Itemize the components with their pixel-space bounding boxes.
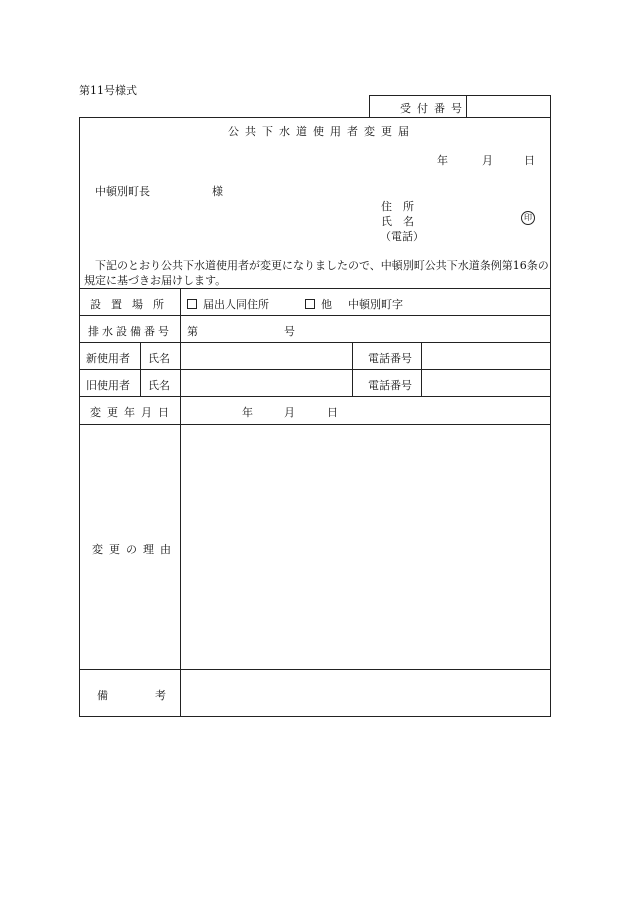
checkbox-icon[interactable] (305, 299, 315, 309)
drain-number-label: 排水設備番号 (88, 325, 172, 338)
phone-paren-label: （電話） (380, 230, 424, 243)
date-month: 月 (482, 154, 493, 167)
row-divider (79, 669, 551, 670)
change-date-field[interactable] (182, 398, 548, 422)
row-divider (79, 369, 551, 370)
reason-label: 変更の理由 (92, 543, 177, 556)
date-day: 日 (524, 154, 535, 167)
old-user-name-field[interactable] (182, 371, 350, 395)
reason-field[interactable] (182, 426, 548, 667)
row-divider (79, 396, 551, 397)
location-town-label: 中頓別町字 (348, 298, 403, 311)
location-option-other[interactable] (305, 296, 332, 312)
new-user-label: 新使用者 (86, 352, 130, 365)
label-column-divider (180, 288, 181, 717)
name-label: 氏 名 (381, 215, 414, 228)
new-user-name-label: 氏名 (148, 352, 170, 365)
change-date-month: 月 (284, 406, 295, 419)
old-user-phone-field[interactable] (423, 371, 549, 395)
checkbox-icon[interactable] (187, 299, 197, 309)
drain-number-field[interactable] (202, 319, 280, 339)
receipt-number-field[interactable] (468, 96, 550, 117)
row-divider (79, 288, 551, 289)
remarks-label-a: 備 (97, 689, 108, 702)
location-label: 設置場所 (90, 298, 174, 311)
form-number: 第11号様式 (79, 84, 137, 97)
drain-suffix: 号 (284, 325, 295, 338)
user-sub-divider (140, 342, 141, 396)
row-divider (79, 424, 551, 425)
phone-col-divider (421, 342, 422, 396)
body-text-line1: 下記のとおり公共下水道使用者が変更になりましたので、中頓別町公共下水道条例第16条の (95, 259, 549, 272)
seal-icon: 印 (521, 211, 535, 225)
change-date-year: 年 (242, 406, 253, 419)
change-date-day: 日 (327, 406, 338, 419)
phone-col-divider (352, 342, 353, 396)
new-user-phone-field[interactable] (423, 344, 549, 368)
old-user-label: 旧使用者 (86, 379, 130, 392)
old-user-phone-label: 電話番号 (368, 379, 412, 392)
drain-prefix: 第 (187, 325, 198, 338)
addressee-suffix: 様 (212, 185, 223, 198)
change-date-label: 変更年月日 (90, 406, 175, 419)
new-user-phone-label: 電話番号 (368, 352, 412, 365)
remarks-field[interactable] (182, 671, 548, 715)
applicant-name-field[interactable] (420, 211, 515, 225)
form-title: 公共下水道使用者変更届 (228, 125, 415, 138)
new-user-name-field[interactable] (182, 344, 350, 368)
remarks-label-b: 考 (155, 689, 166, 702)
row-divider (79, 315, 551, 316)
location-option-other-label: 他 (321, 298, 332, 311)
body-text-line2: 規定に基づきお届けします。 (84, 274, 227, 287)
receipt-label: 受付番号 (400, 102, 468, 115)
address-label: 住 所 (381, 200, 414, 213)
old-user-name-label: 氏名 (148, 379, 170, 392)
date-year: 年 (437, 154, 448, 167)
location-option-same-label: 届出人同住所 (203, 298, 269, 311)
location-address-field[interactable] (404, 292, 544, 312)
applicant-phone-field[interactable] (420, 226, 540, 240)
location-option-same[interactable] (187, 296, 269, 312)
addressee: 中頓別町長 (95, 185, 150, 198)
address-field[interactable] (420, 196, 540, 210)
row-divider (79, 342, 551, 343)
